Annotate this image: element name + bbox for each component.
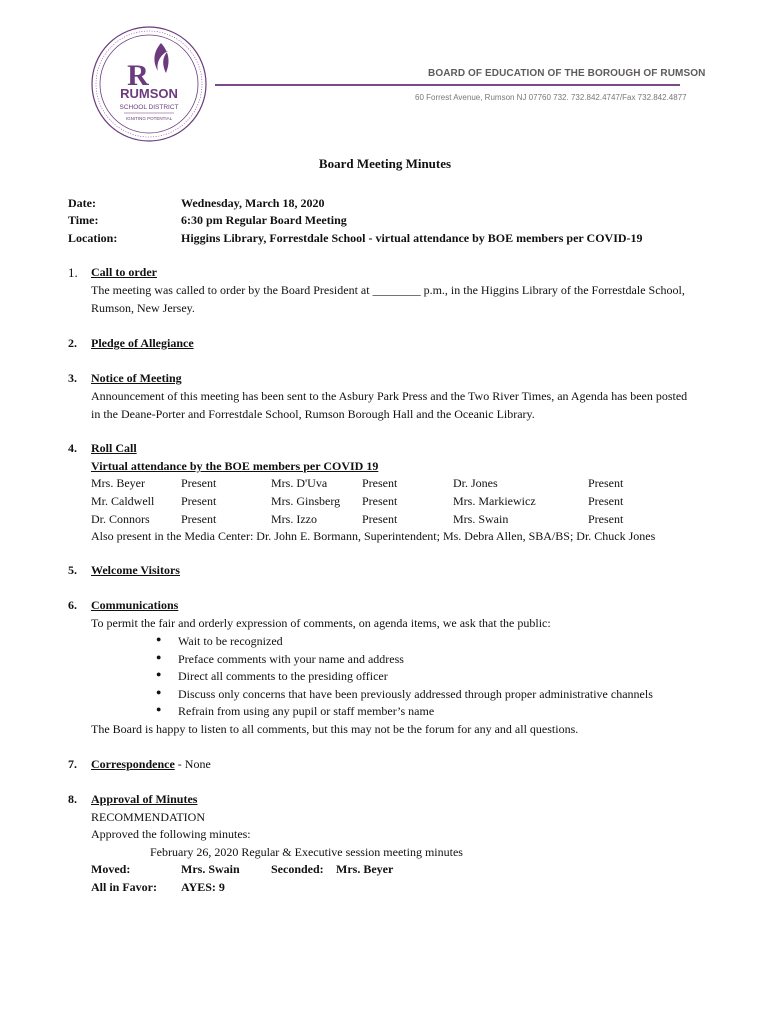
organization-name: BOARD OF EDUCATION OF THE BOROUGH OF RUMSON: [428, 68, 706, 79]
recommendation-label: RECOMMENDATION: [91, 810, 205, 824]
roll-member: Mrs. Beyer: [91, 476, 145, 490]
moved-label: Moved:: [91, 862, 131, 876]
section-heading: Call to order: [91, 265, 157, 279]
section-heading: Pledge of Allegiance: [91, 336, 194, 350]
also-present: Also present in the Media Center: Dr. John E. Bormann, Superintendent; Ms. Debra Allen, SBA/BS; Dr. Chuck Jones: [91, 529, 656, 543]
roll-member: Mrs. D'Uva: [271, 476, 328, 490]
correspondence-status: - None: [174, 757, 211, 771]
section-heading: Communications: [91, 598, 179, 612]
section-number: 3.: [68, 371, 77, 385]
roll-member: Mrs. Swain: [453, 512, 509, 526]
time-label: Time:: [68, 213, 99, 227]
section-text: To permit the fair and orderly expression of comments, on agenda items, we ask that the public:: [91, 616, 551, 630]
section-heading: Correspondence: [91, 757, 175, 771]
seconded-label: Seconded:: [271, 862, 324, 876]
roll-status: Present: [362, 476, 398, 490]
bullet-icon: ●: [156, 634, 162, 644]
section-text: The meeting was called to order by the Board President at ________ p.m., in the Higgins Library of the Forrestdale School,: [91, 283, 685, 297]
section-number: 6.: [68, 598, 77, 612]
bullet-icon: ●: [156, 704, 162, 714]
section-heading: Notice of Meeting: [91, 371, 182, 385]
logo-sub: SCHOOL DISTRICT: [119, 104, 179, 111]
roll-status: Present: [181, 512, 217, 526]
favor-value: AYES: 9: [181, 880, 225, 894]
section-text: Approved the following minutes:: [91, 827, 251, 841]
roll-status: Present: [588, 476, 624, 490]
date-value: Wednesday, March 18, 2020: [181, 196, 325, 210]
bullet-icon: ●: [156, 687, 162, 697]
bullet-icon: ●: [156, 652, 162, 662]
roll-member: Mrs. Markiewicz: [453, 494, 536, 508]
logo-letter: R: [127, 59, 149, 92]
organization-address: 60 Forrest Avenue, Rumson NJ 07760 732. 732.842.4747/Fax 732.842.4877: [415, 93, 687, 102]
time-value: 6:30 pm Regular Board Meeting: [181, 213, 347, 227]
rumson-school-district-logo: [90, 25, 208, 143]
roll-status: Present: [362, 494, 398, 508]
section-text: Announcement of this meeting has been sent to the Asbury Park Press and the Two River Times, an Agenda has been posted: [91, 389, 688, 403]
section-heading: Welcome Visitors: [91, 563, 180, 577]
minutes-item: February 26, 2020 Regular & Executive session meeting minutes: [150, 845, 463, 859]
roll-status: Present: [588, 512, 624, 526]
roll-member: Mrs. Izzo: [271, 512, 317, 526]
seconded-value: Mrs. Beyer: [336, 862, 394, 876]
roll-member: Mr. Caldwell: [91, 494, 155, 508]
roll-status: Present: [588, 494, 624, 508]
section-number: 1.: [68, 265, 78, 280]
location-label: Location:: [68, 231, 118, 245]
section-text: Rumson, New Jersey.: [91, 301, 195, 315]
section-heading: Roll Call: [91, 441, 137, 455]
document-title: Board Meeting Minutes: [318, 156, 452, 171]
section-text: The Board is happy to listen to all comments, but this may not be the forum for any and all questions.: [91, 722, 579, 736]
header-rule: [215, 84, 680, 86]
section-number: 8.: [68, 792, 77, 806]
bullet-icon: ●: [156, 669, 162, 679]
roll-call-subheading: Virtual attendance by the BOE members per COVID 19: [91, 459, 379, 473]
roll-status: Present: [181, 494, 217, 508]
section-number: 5.: [68, 563, 77, 577]
roll-member: Mrs. Ginsberg: [271, 494, 341, 508]
logo-tagline: IGNITING POTENTIAL: [125, 116, 173, 121]
roll-member: Dr. Jones: [453, 476, 498, 490]
logo-name: RUMSON: [120, 86, 178, 101]
section-text: in the Deane-Porter and Forrestdale School, Rumson Borough Hall and the Oceanic Library.: [91, 407, 535, 421]
roll-status: Present: [181, 476, 217, 490]
roll-member: Dr. Connors: [91, 512, 150, 526]
section-number: 7.: [68, 757, 77, 771]
section-number: 4.: [68, 441, 77, 455]
location-value: Higgins Library, Forrestdale School - virtual attendance by BOE members per COVID-19: [181, 231, 643, 245]
roll-status: Present: [362, 512, 398, 526]
section-heading: Approval of Minutes: [91, 792, 198, 806]
date-label: Date:: [68, 196, 96, 210]
section-number: 2.: [68, 336, 77, 350]
correspondence-line: [91, 757, 211, 772]
moved-value: Mrs. Swain: [181, 862, 240, 876]
favor-label: All in Favor:: [91, 880, 157, 894]
